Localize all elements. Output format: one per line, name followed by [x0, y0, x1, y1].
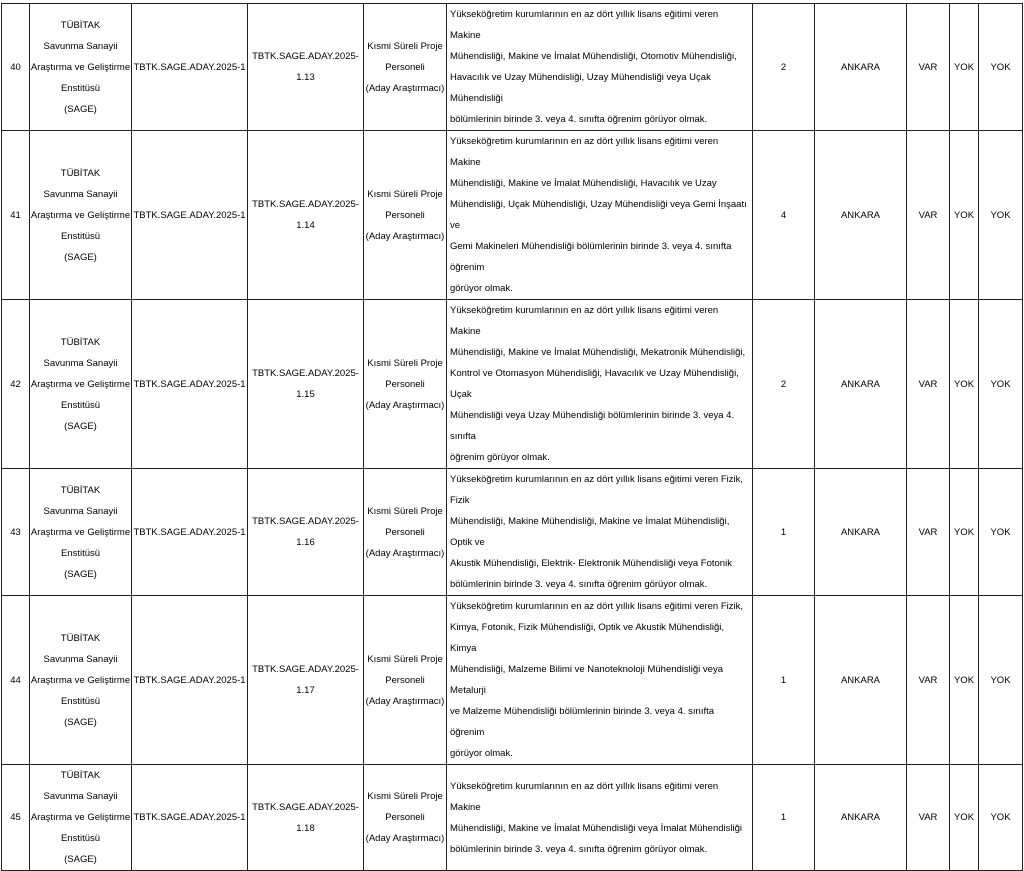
institution-line: TÜBİTAK [60, 632, 101, 644]
position-code-cell [248, 469, 364, 596]
no-text: 43 [10, 526, 21, 538]
position-line: (Aday Araştırmacı) [365, 695, 445, 707]
description-line: bölümlerinin birinde 3. veya 4. sınıfta öğrenim görüyor olmak. [450, 114, 708, 125]
row-number [2, 469, 30, 596]
description-line: Yükseköğretim kurumlarının en az dört yıllık lisans eğitimi veren Fizik, Fizik [450, 474, 744, 506]
row-number [2, 300, 30, 469]
institution-line: Araştırma ve Geliştirme [30, 812, 131, 823]
institution-line: TÜBİTAK [60, 770, 101, 781]
city-text: ANKARA [840, 526, 881, 538]
qualification-cell [447, 300, 753, 469]
institution-line: Savunma Sanayii [43, 188, 118, 200]
status-cell-2 [950, 469, 979, 596]
count-text: 1 [780, 674, 787, 686]
col3-text: YOK [990, 812, 1011, 823]
description-line: Mühendisliği veya Uzay Mühendisliği bölümlerinin birinde 3. veya 4. sınıfta [450, 410, 735, 442]
description-line: Kontrol ve Otomasyon Mühendisliği, Havacılık ve Uzay Mühendisliği, Uçak [450, 368, 739, 400]
description-line: bölümlerinin birinde 3. veya 4. sınıfta öğrenim görüyor olmak. [450, 579, 708, 590]
institution-cell [30, 469, 132, 596]
col2-text: YOK [953, 61, 975, 73]
announcement-text: TBTK.SAGE.ADAY.2025-1 [133, 526, 246, 538]
position-line: Personeli [385, 674, 425, 686]
position-code-cell [248, 596, 364, 765]
row-number [2, 765, 30, 871]
code-line: 1.17 [296, 685, 315, 696]
code-line: 1.15 [296, 389, 315, 400]
status-cell-1 [907, 4, 950, 131]
count-cell [753, 300, 815, 469]
table-body [2, 4, 1023, 871]
institution-line: Araştırma ve Geliştirme [30, 61, 131, 73]
position-line: (Aday Araştırmacı) [365, 399, 445, 411]
institution-line: Enstitüsü [60, 230, 101, 242]
position-line: Kısmi Süreli Proje [367, 357, 443, 369]
position-line: (Aday Araştırmacı) [365, 230, 445, 242]
description-line: Mühendisliği, Makine Mühendisliği, Makine ve İmalat Mühendisliği, Optik ve [450, 516, 730, 548]
institution-line: TÜBİTAK [60, 336, 101, 348]
code-line: 1.16 [296, 537, 315, 548]
no-text: 40 [10, 61, 21, 73]
no-text: 45 [10, 812, 21, 823]
status-cell-1 [907, 300, 950, 469]
description-line: Akustik Mühendisliği, Elektrik- Elektronik Mühendisliği veya Fotonik [450, 558, 732, 569]
institution-line: Savunma Sanayii [43, 40, 118, 52]
count-cell [753, 4, 815, 131]
status-cell-3 [979, 765, 1023, 871]
institution-line: Savunma Sanayii [43, 653, 118, 665]
col1-text: VAR [918, 812, 938, 823]
table-row [2, 469, 1023, 596]
table-row [2, 4, 1023, 131]
announcement-cell [132, 765, 248, 871]
description-line: Mühendisliği, Malzeme Bilimi ve Nanoteknoloji Mühendisliği veya Metalurji [450, 664, 723, 696]
position-title-cell [364, 469, 447, 596]
table-row [2, 765, 1023, 871]
institution-line: Enstitüsü [60, 833, 101, 844]
announcement-cell [132, 596, 248, 765]
status-cell-2 [950, 765, 979, 871]
position-title-cell [364, 300, 447, 469]
status-cell-3 [979, 300, 1023, 469]
col3-text: YOK [990, 378, 1011, 390]
institution-line: TÜBİTAK [60, 167, 101, 179]
row-number [2, 4, 30, 131]
institution-line: Enstitüsü [60, 399, 101, 411]
position-line: Personeli [385, 526, 425, 538]
col2-text: YOK [953, 209, 975, 221]
position-code-cell [248, 765, 364, 871]
description-line: Havacılık ve Uzay Mühendisliği, Uzay Mühendisliği veya Uçak Mühendisliği [450, 72, 711, 104]
count-text: 2 [780, 61, 787, 73]
institution-line: Araştırma ve Geliştirme [30, 378, 131, 390]
institution-line: TÜBİTAK [60, 19, 101, 31]
institution-line: Savunma Sanayii [43, 505, 118, 517]
announcement-cell [132, 469, 248, 596]
position-code-cell [248, 300, 364, 469]
count-cell [753, 469, 815, 596]
city-text: ANKARA [840, 378, 881, 390]
status-cell-1 [907, 131, 950, 300]
position-line: Personeli [385, 812, 425, 823]
institution-line: Araştırma ve Geliştirme [30, 674, 131, 686]
city-cell [815, 469, 907, 596]
position-line: Personeli [385, 61, 425, 73]
announcement-text: TBTK.SAGE.ADAY.2025-1 [133, 812, 246, 823]
status-cell-2 [950, 596, 979, 765]
col3-text: YOK [990, 61, 1011, 73]
description-line: görüyor olmak. [450, 748, 513, 759]
position-line: Kısmi Süreli Proje [367, 40, 443, 52]
institution-line: Savunma Sanayii [43, 791, 118, 802]
no-text: 41 [10, 209, 21, 221]
city-cell [815, 596, 907, 765]
position-line: Kısmi Süreli Proje [367, 791, 443, 802]
institution-line: Araştırma ve Geliştirme [30, 209, 131, 221]
position-line: Kısmi Süreli Proje [367, 505, 443, 517]
description-line: Yükseköğretim kurumlarının en az dört yıllık lisans eğitimi veren Fizik, [450, 601, 744, 612]
count-text: 4 [780, 209, 787, 221]
position-line: (Aday Araştırmacı) [365, 833, 445, 844]
positions-table [1, 3, 1023, 871]
count-text: 1 [780, 812, 787, 823]
city-cell [815, 131, 907, 300]
institution-line: Enstitüsü [60, 82, 101, 94]
institution-line: Araştırma ve Geliştirme [30, 526, 131, 538]
announcement-cell [132, 300, 248, 469]
description-line: Yükseköğretim kurumlarının en az dört yıllık lisans eğitimi veren Makine [450, 780, 719, 813]
institution-line: (SAGE) [64, 716, 97, 728]
institution-cell [30, 765, 132, 871]
col3-text: YOK [990, 526, 1011, 538]
description-line: Kimya, Fotonik, Fizik Mühendisliği, Optik ve Akustik Mühendisliği, Kimya [450, 622, 725, 654]
description-line: Mühendisliği, Uçak Mühendisliği, Uzay Mühendisliği veya Gemi İnşaatı ve [450, 199, 747, 231]
status-cell-1 [907, 765, 950, 871]
position-title-cell [364, 596, 447, 765]
institution-cell [30, 131, 132, 300]
col2-text: YOK [953, 674, 975, 686]
qualification-cell [447, 469, 753, 596]
col3-text: YOK [990, 674, 1011, 686]
count-text: 2 [780, 378, 787, 390]
col2-text: YOK [953, 378, 975, 390]
description-line: öğrenim görüyor olmak. [450, 452, 550, 463]
no-text: 42 [10, 378, 21, 390]
institution-cell [30, 300, 132, 469]
announcement-cell [132, 4, 248, 131]
code-line: 1.14 [296, 220, 315, 231]
code-line: 1.18 [296, 822, 315, 834]
table-row [2, 131, 1023, 300]
status-cell-3 [979, 131, 1023, 300]
table-row [2, 300, 1023, 469]
code-line: TBTK.SAGE.ADAY.2025- [252, 199, 359, 210]
description-line: Mühendisliği, Makine ve İmalat Mühendisliği, Havacılık ve Uzay [450, 178, 717, 189]
col1-text: VAR [918, 526, 938, 538]
col3-text: YOK [990, 209, 1011, 221]
position-line: Kısmi Süreli Proje [367, 653, 443, 665]
city-text: ANKARA [840, 61, 881, 73]
code-line: TBTK.SAGE.ADAY.2025- [252, 51, 359, 62]
status-cell-2 [950, 4, 979, 131]
institution-cell [30, 596, 132, 765]
city-text: ANKARA [840, 209, 881, 221]
col2-text: YOK [953, 526, 975, 538]
status-cell-3 [979, 469, 1023, 596]
announcement-text: TBTK.SAGE.ADAY.2025-1 [133, 209, 246, 221]
table-row [2, 596, 1023, 765]
description-line: Mühendisliği, Makine ve İmalat Mühendisliği, Mekatronik Mühendisliği, [450, 347, 746, 358]
col2-text: YOK [953, 812, 975, 823]
status-cell-1 [907, 469, 950, 596]
description-line: Yükseköğretim kurumlarının en az dört yıllık lisans eğitimi veren Makine [450, 136, 719, 168]
code-line: TBTK.SAGE.ADAY.2025- [252, 516, 359, 527]
institution-line: Enstitüsü [60, 547, 101, 559]
city-text: ANKARA [840, 812, 881, 823]
city-cell [815, 4, 907, 131]
institution-line: (SAGE) [64, 854, 97, 865]
institution-line: (SAGE) [64, 251, 97, 263]
description-line: Yükseköğretim kurumlarının en az dört yıllık lisans eğitimi veren Makine [450, 9, 719, 41]
city-cell [815, 300, 907, 469]
announcement-text: TBTK.SAGE.ADAY.2025-1 [133, 61, 246, 73]
qualification-cell [447, 4, 753, 131]
position-line: Personeli [385, 378, 425, 390]
count-cell [753, 131, 815, 300]
institution-line: Enstitüsü [60, 695, 101, 707]
institution-cell [30, 4, 132, 131]
announcement-text: TBTK.SAGE.ADAY.2025-1 [133, 674, 246, 686]
col1-text: VAR [918, 209, 938, 221]
description-line: Mühendisliği, Makine ve İmalat Mühendisliği veya İmalat Mühendisliği [450, 822, 742, 834]
institution-line: (SAGE) [64, 420, 97, 432]
city-cell [815, 765, 907, 871]
col1-text: VAR [918, 378, 938, 390]
count-cell [753, 596, 815, 765]
qualification-cell [447, 131, 753, 300]
description-line: ve Malzeme Mühendisliği bölümlerinin birinde 3. veya 4. sınıfta öğrenim [450, 706, 715, 738]
position-title-cell [364, 131, 447, 300]
description-line: Yükseköğretim kurumlarının en az dört yıllık lisans eğitimi veren Makine [450, 305, 719, 337]
announcement-text: TBTK.SAGE.ADAY.2025-1 [133, 378, 246, 390]
description-line: Mühendisliği, Makine ve İmalat Mühendisliği, Otomotiv Mühendisliği, [450, 51, 737, 62]
code-line: TBTK.SAGE.ADAY.2025- [252, 801, 359, 813]
code-line: 1.13 [296, 72, 315, 83]
status-cell-3 [979, 596, 1023, 765]
announcement-cell [132, 131, 248, 300]
qualification-cell [447, 765, 753, 871]
status-cell-1 [907, 596, 950, 765]
institution-line: (SAGE) [64, 568, 97, 580]
position-line: Kısmi Süreli Proje [367, 188, 443, 200]
city-text: ANKARA [840, 674, 881, 686]
count-cell [753, 765, 815, 871]
position-code-cell [248, 4, 364, 131]
code-line: TBTK.SAGE.ADAY.2025- [252, 664, 359, 675]
count-text: 1 [780, 526, 787, 538]
col1-text: VAR [918, 61, 938, 73]
position-code-cell [248, 131, 364, 300]
institution-line: TÜBİTAK [60, 484, 101, 496]
description-line: görüyor olmak. [450, 283, 513, 294]
no-text: 44 [10, 674, 21, 686]
description-line: bölümlerinin birinde 3. veya 4. sınıfta öğrenim görüyor olmak. [450, 843, 708, 855]
position-line: (Aday Araştırmacı) [365, 547, 445, 559]
position-line: (Aday Araştırmacı) [365, 82, 445, 94]
row-number [2, 596, 30, 765]
status-cell-2 [950, 300, 979, 469]
position-title-cell [364, 4, 447, 131]
qualification-cell [447, 596, 753, 765]
position-title-cell [364, 765, 447, 871]
institution-line: Savunma Sanayii [43, 357, 118, 369]
position-line: Personeli [385, 209, 425, 221]
status-cell-2 [950, 131, 979, 300]
status-cell-3 [979, 4, 1023, 131]
row-number [2, 131, 30, 300]
institution-line: (SAGE) [64, 103, 97, 115]
code-line: TBTK.SAGE.ADAY.2025- [252, 368, 359, 379]
col1-text: VAR [918, 674, 938, 686]
description-line: Gemi Makineleri Mühendisliği bölümlerinin birinde 3. veya 4. sınıfta öğrenim [450, 241, 732, 273]
